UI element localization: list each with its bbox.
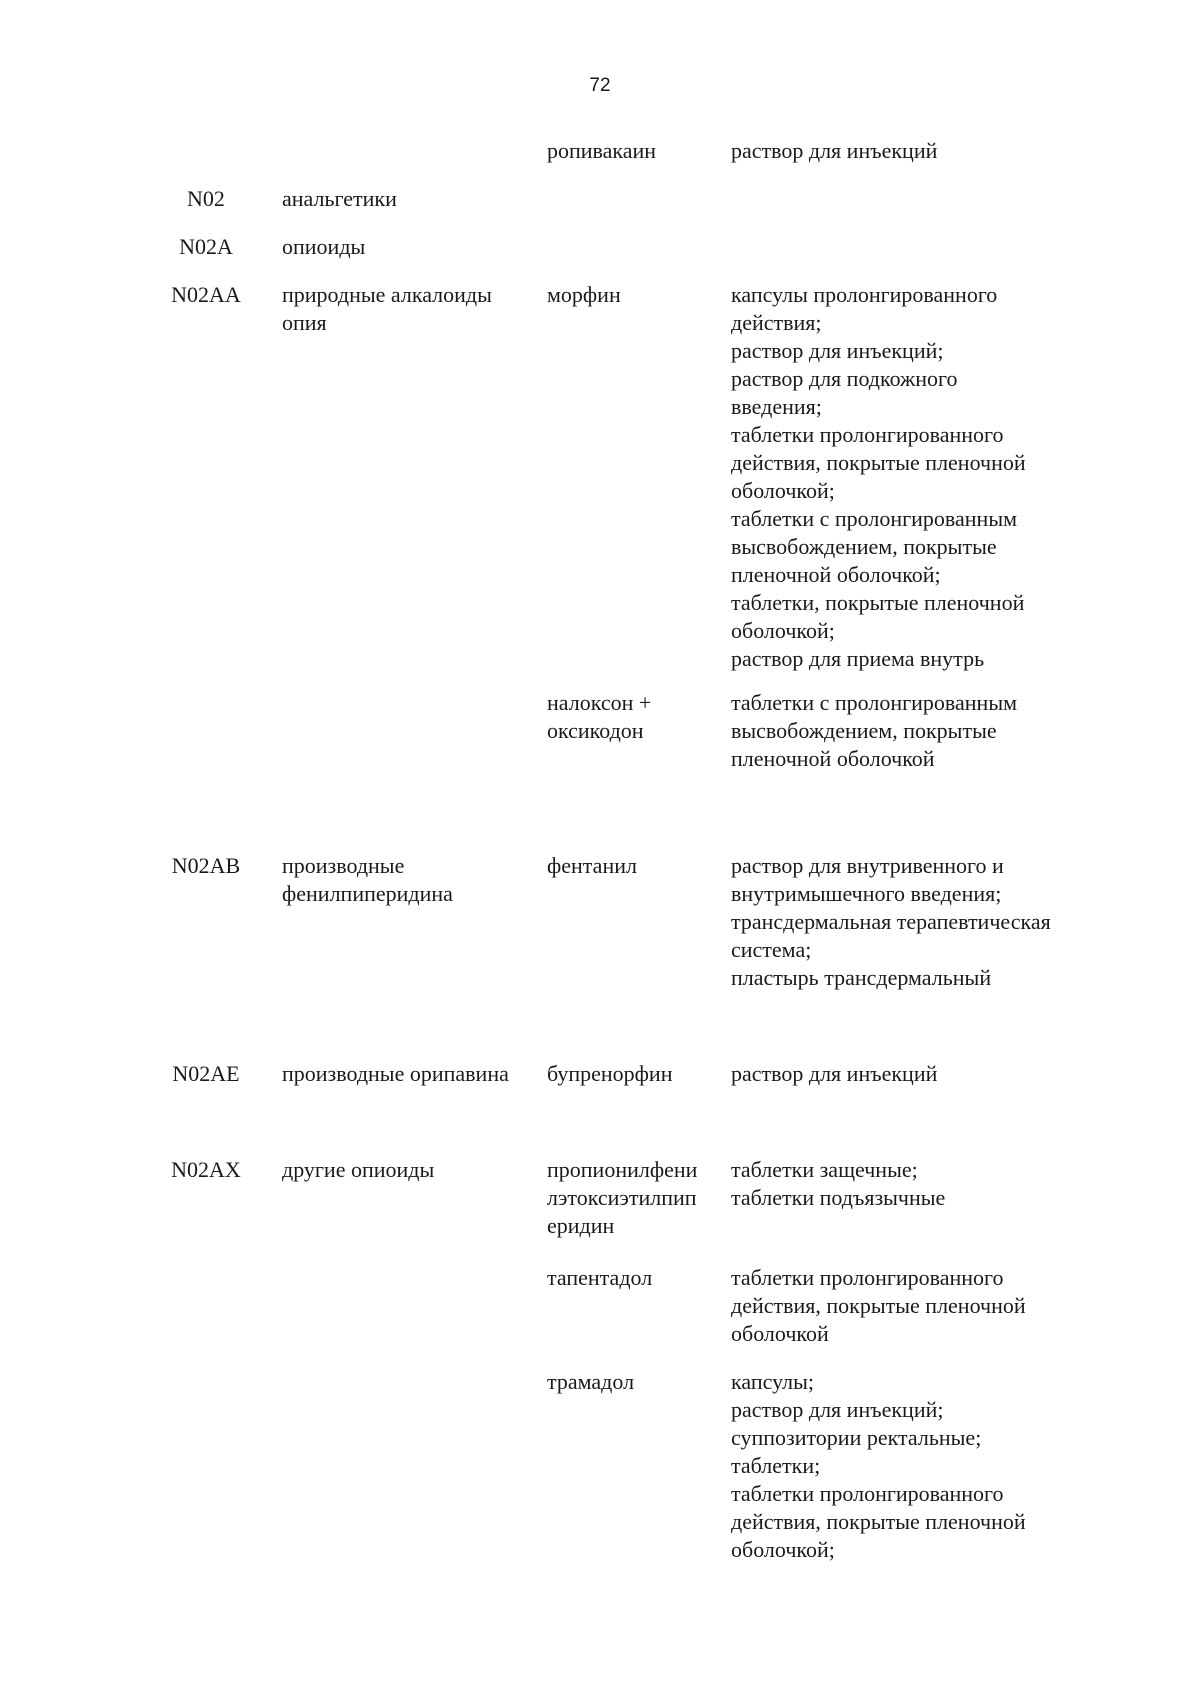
group-line: фенилпиперидина	[282, 881, 453, 906]
drug-line: трамадол	[547, 1369, 635, 1394]
drug-name	[547, 689, 722, 745]
drug-line: оксикодон	[547, 718, 644, 743]
drug-name	[547, 1156, 722, 1240]
form-line: действия;	[731, 310, 822, 335]
group-line: опиоиды	[282, 234, 366, 259]
atc-group	[282, 281, 547, 337]
atc-code: N02AE	[172, 1061, 240, 1086]
dosage-forms	[731, 1264, 1111, 1348]
drug-line: ропивакаин	[547, 138, 657, 163]
form-line: система;	[731, 937, 812, 962]
form-line: раствор для подкожного	[731, 366, 958, 391]
group-line: опия	[282, 310, 327, 335]
form-line: раствор для инъекций;	[731, 338, 944, 363]
dosage-forms	[731, 281, 1111, 673]
form-line: раствор для инъекций	[731, 1061, 938, 1086]
form-line: пленочной оболочкой;	[731, 562, 941, 587]
form-line: оболочкой	[731, 1321, 829, 1346]
atc-code: N02AA	[171, 282, 241, 307]
form-line: действия, покрытые пленочной	[731, 1293, 1026, 1318]
drug-line: бупренорфин	[547, 1061, 673, 1086]
drug-name	[547, 1368, 722, 1396]
drug-line: еридин	[547, 1213, 615, 1238]
atc-code: N02	[187, 186, 225, 211]
group-line: производные орипавина	[282, 1061, 509, 1086]
atc-group	[282, 1156, 547, 1184]
drug-line: пропионилфени	[547, 1157, 698, 1182]
drug-name	[547, 137, 722, 165]
form-line: таблетки подъязычные	[731, 1185, 946, 1210]
dosage-forms	[731, 689, 1111, 773]
group-line: другие опиоиды	[282, 1157, 435, 1182]
drug-line: лэтоксиэтилпип	[547, 1185, 697, 1210]
atc-code: N02AB	[171, 853, 241, 878]
form-line: высвобождением, покрытые	[731, 718, 997, 743]
dosage-forms	[731, 1368, 1111, 1564]
form-line: таблетки с пролонгированным	[731, 506, 1018, 531]
drug-line: налоксон +	[547, 690, 652, 715]
drug-name	[547, 1060, 722, 1088]
group-line: природные алкалоиды	[282, 282, 492, 307]
form-line: таблетки;	[731, 1453, 821, 1478]
form-line: таблетки защечные;	[731, 1157, 918, 1182]
atc-group	[282, 852, 547, 908]
atc-group	[282, 233, 547, 261]
form-line: суппозитории ректальные;	[731, 1425, 982, 1450]
dosage-forms	[731, 137, 1111, 165]
form-line: раствор для внутривенного и	[731, 853, 1004, 878]
form-line: капсулы;	[731, 1369, 814, 1394]
form-line: оболочкой;	[731, 478, 835, 503]
atc-code: N02AX	[171, 1157, 241, 1182]
form-line: таблетки пролонгированного	[731, 1481, 1004, 1506]
form-line: пленочной оболочкой	[731, 746, 935, 771]
dosage-forms	[731, 1060, 1111, 1088]
page-number: 72	[589, 75, 611, 96]
form-line: действия, покрытые пленочной	[731, 1509, 1026, 1534]
form-line: раствор для приема внутрь	[731, 646, 985, 671]
drug-line: морфин	[547, 282, 621, 307]
atc-code: N02A	[179, 234, 233, 259]
drug-name	[547, 1264, 722, 1292]
form-line: пластырь трансдермальный	[731, 965, 992, 990]
group-line: анальгетики	[282, 186, 397, 211]
form-line: таблетки с пролонгированным	[731, 690, 1018, 715]
form-line: оболочкой;	[731, 618, 835, 643]
form-line: оболочкой;	[731, 1537, 835, 1562]
form-line: трансдермальная терапевтическая	[731, 909, 1051, 934]
drug-line: тапентадол	[547, 1265, 653, 1290]
form-line: таблетки пролонгированного	[731, 1265, 1004, 1290]
form-line: капсулы пролонгированного	[731, 282, 998, 307]
group-line: производные	[282, 853, 405, 878]
form-line: действия, покрытые пленочной	[731, 450, 1026, 475]
dosage-forms	[731, 1156, 1111, 1212]
atc-group	[282, 185, 547, 213]
drug-line: фентанил	[547, 853, 637, 878]
form-line: высвобождением, покрытые	[731, 534, 997, 559]
form-line: внутримышечного введения;	[731, 881, 1002, 906]
form-line: введения;	[731, 394, 822, 419]
drug-name	[547, 852, 722, 880]
form-line: таблетки, покрытые пленочной	[731, 590, 1025, 615]
atc-group	[282, 1060, 547, 1088]
form-line: раствор для инъекций;	[731, 1397, 944, 1422]
drug-name	[547, 281, 722, 309]
dosage-forms	[731, 852, 1111, 992]
form-line: раствор для инъекций	[731, 138, 938, 163]
form-line: таблетки пролонгированного	[731, 422, 1004, 447]
